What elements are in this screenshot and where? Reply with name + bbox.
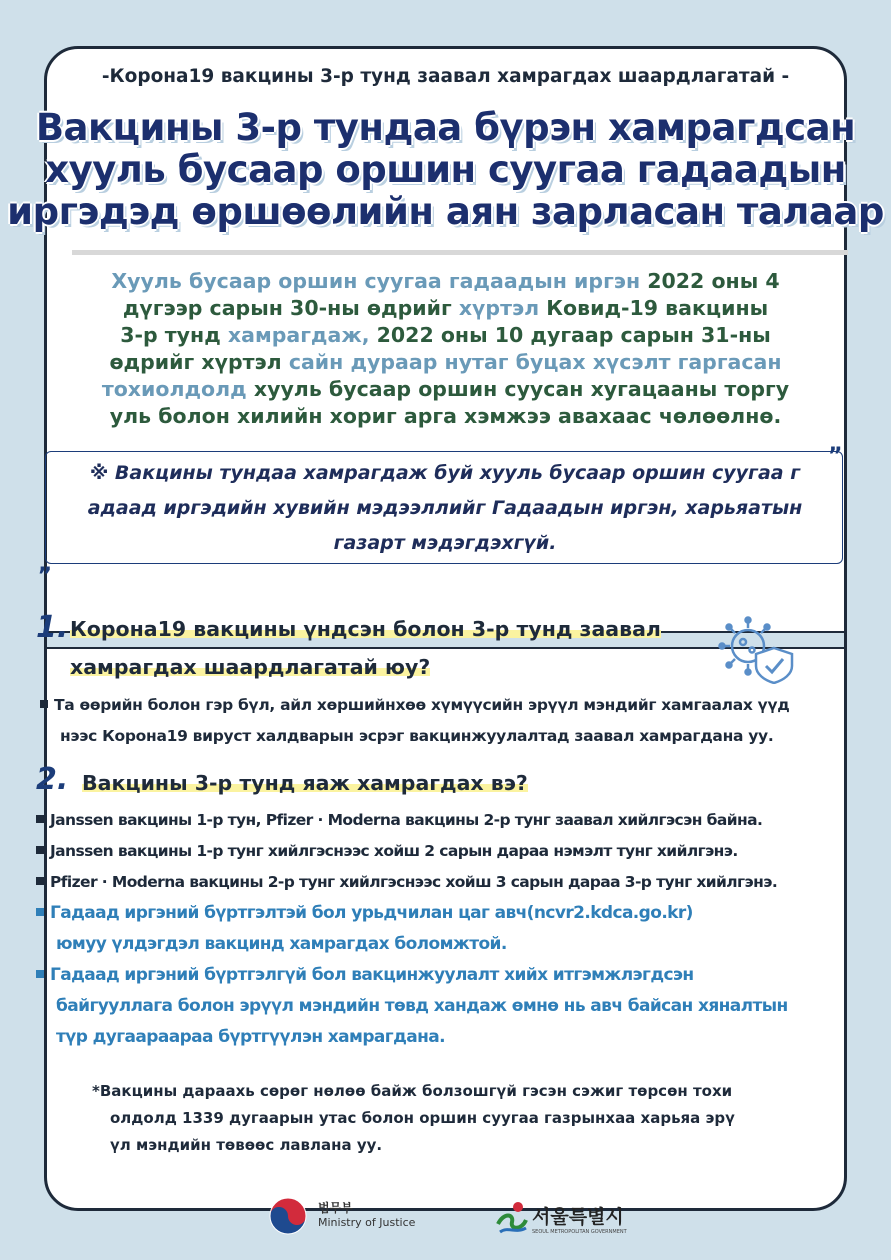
virus-shield-icon: [718, 612, 800, 684]
privacy-note: ※ Вакцины тундаа хамрагдаж буй хууль бусаар оршин суугаа г адаад иргэдийн хувийн мэдээллийг Гадаадын иргэн, харьяатын газарт мэдэгдэхгүй.: [87, 462, 803, 554]
section2-number: 2.: [36, 762, 69, 797]
seoul-emblem-icon: [494, 1200, 530, 1236]
bullet: [40, 700, 48, 708]
ministry-of-justice-logo: 법무부 Ministry of Justice: [318, 1201, 416, 1229]
section2-list: Janssen вакцины 1-р тун, Pfizer · Moderna вакцины 2-р тунг заавал хийлгэсэн байна. Janssen вакцины 1-р тунг хийлгэснээс хойш 2 сарын дараа нэмэлт тунг хийлгэнэ. Pfizer · Moderna вакцины 2-р тунг хийлгэснээс хойш 3 сарын дараа 3-р тунг хийлгэнэ. Гадаад иргэний бүртгэлтэй бол урьдчилан цаг авч(ncvr2.kdca.go.kr) юмуу үлдэгдэл вакцинд хамрагдах боломжтой. Гадаад иргэний бүртгэлгүй бол вакцинжуулалт хийх итгэмжлэгдсэн байгууллага болон эрүүл мэндийн төвд хандаж өмнө нь авч байсан хяналтын түр дугаараараа бүртгүүлэн хамрагдана.: [36, 805, 881, 1053]
section1-body: Та өөрийн болон гэр бүл, айл хөршийнхөө хүмүүсийн эрүүл мэндийг хамгаалах үүд нээс Корона19 вируст халдварын эсрэг вакцинжуулалтад заавал хамрагдана уу.: [40, 690, 789, 752]
seoul-logo: 서울특별시 SEOUL METROPOLITAN GOVERNMENT: [532, 1206, 627, 1235]
section2-heading: Вакцины 3-р тунд яаж хамрагдах вэ?: [82, 771, 528, 795]
list-item: Pfizer · Moderna вакцины 2-р тунг хийлгэснээс хойш 3 сарын дараа 3-р тунг хийлгэнэ.: [36, 867, 881, 898]
quote-mark-open: ”: [828, 444, 843, 469]
subtitle: -Корона19 вакцины 3-р тунд заавал хамрагдах шаардлагатай -: [101, 66, 790, 87]
page-title: Вакцины 3-р тундаа бүрэн хамрагдсан хууль бусаар оршин суугаа гадаадын иргэдэд өршөөлийн аян зарласан талаар: [7, 106, 884, 233]
section1-heading: Корона19 вакцины үндсэн болон 3-р тунд заавал хамрагдах шаардлагатай юу?: [70, 617, 661, 679]
quote-mark-close: „: [38, 552, 53, 577]
ministry-of-justice-emblem-icon: [268, 1196, 308, 1236]
list-item: Janssen вакцины 1-р тунг хийлгэснээс хойш 2 сарын дараа нэмэлт тунг хийлгэнэ.: [36, 836, 881, 867]
list-item: Janssen вакцины 1-р тун, Pfizer · Moderna вакцины 2-р тунг заавал хийлгэсэн байна.: [36, 805, 881, 836]
list-item: Гадаад иргэний бүртгэлтэй бол урьдчилан цаг авч(ncvr2.kdca.go.kr): [36, 898, 881, 929]
title-rule: [72, 250, 848, 255]
footnote: *Вакцины дараахь сөрөг нөлөө байж болзошгүй гэсэн сэжиг төрсөн тохи олдолд 1339 дугаарын утас болон оршин суугаа газрынхаа харьяа эрү үл мэндийн төвөөс лавлана уу.: [92, 1082, 735, 1154]
section1-number: 1.: [36, 610, 69, 645]
list-item: Гадаад иргэний бүртгэлгүй бол вакцинжуулалт хийх итгэмжлэгдсэн: [36, 960, 881, 991]
intro-paragraph: Хууль бусаар оршин суугаа гадаадын иргэн 2022 оны 4 дүгээр сарын 30-ны өдрийг хүртэл Ковид-19 вакцины 3-р тунд хамрагдаж, 2022 оны 10 дугаар сарын 31-ны өдрийг хүртэл сайн дураар нутаг буцах хүсэлт гаргасан тохиолдолд хууль бусаар оршин суусан хугацааны торгу уль болон хилийн хориг арга хэмжээ авахаас чөлөөлнө.: [101, 269, 790, 428]
